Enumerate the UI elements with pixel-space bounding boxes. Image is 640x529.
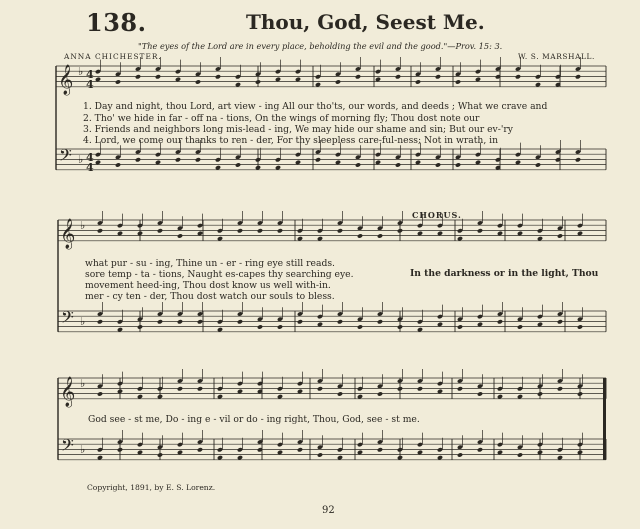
note-head [115, 79, 121, 84]
treble-clef-icon: 𝄞 [60, 377, 76, 407]
time-signature: 4 [86, 78, 94, 91]
bass-clef-icon: 𝄢 [61, 435, 74, 459]
note-head [277, 324, 283, 329]
note-head [335, 79, 341, 84]
note-head [435, 162, 441, 167]
note-head [377, 391, 383, 396]
note-head [535, 162, 541, 167]
note-head [477, 228, 483, 233]
bass-clef-icon: 𝄢 [59, 145, 72, 169]
time-signature: 4 [86, 161, 94, 174]
flat-icon: ♭ [80, 315, 86, 328]
flat-icon: ♭ [78, 153, 84, 166]
flat-icon: ♭ [80, 377, 86, 390]
note-head [397, 228, 403, 233]
note-head [477, 447, 483, 452]
treble-clef-icon: 𝄞 [58, 65, 74, 95]
note-head [97, 228, 103, 233]
note-head [157, 228, 163, 233]
note-head [457, 324, 463, 329]
note-head [577, 324, 583, 329]
note-head [357, 233, 363, 238]
note-head [577, 391, 583, 396]
note-head [337, 391, 343, 396]
note-head [137, 324, 143, 329]
hymn-title: Thou, God, Seest Me. [246, 10, 485, 34]
lyricist-credit: ANNA CHICHESTER. [64, 52, 162, 61]
chorus-lyric-1: In the darkness or in the light, Thou [410, 268, 599, 279]
note-head [575, 74, 581, 79]
note-head [157, 452, 163, 457]
note-head [515, 74, 521, 79]
note-head [397, 386, 403, 391]
final-barline [603, 378, 606, 460]
note-head [457, 452, 463, 457]
note-head [517, 452, 523, 457]
copyright-notice: Copyright, 1891, by E. S. Lorenz. [87, 483, 216, 492]
note-head [177, 386, 183, 391]
verse-4-line-2: mer - cy ten - der, Thou dost watch our souls to bless. [85, 291, 335, 302]
hymn-number: 138. [86, 8, 147, 37]
note-head [117, 447, 123, 452]
note-head [377, 447, 383, 452]
note-head [395, 162, 401, 167]
note-head [195, 79, 201, 84]
note-head [297, 447, 303, 452]
note-head [237, 319, 243, 324]
note-head [177, 319, 183, 324]
note-head [337, 228, 343, 233]
note-head [157, 319, 163, 324]
verse-2-line-1: 2. Tho' we hide in far - off na - tions, On the wings of morning fly; Thou dost note our [83, 113, 480, 124]
note-head [457, 386, 463, 391]
note-head [277, 228, 283, 233]
note-head [435, 74, 441, 79]
chorus-lyric-2: God see - st me, Do - ing e - vil or do - ing right, Thou, God, see - st me. [88, 414, 420, 425]
note-head [215, 74, 221, 79]
note-head [97, 391, 103, 396]
note-head [557, 386, 563, 391]
note-head [395, 74, 401, 79]
note-head [195, 157, 201, 162]
time-signature: 4 [86, 68, 94, 81]
note-head [197, 386, 203, 391]
note-head [477, 391, 483, 396]
flat-icon: ♭ [78, 65, 84, 78]
note-head [355, 74, 361, 79]
note-head [197, 447, 203, 452]
note-head [415, 79, 421, 84]
note-head [315, 157, 321, 162]
note-head [575, 157, 581, 162]
verse-1-line-1: 1. Day and night, thou Lord, art view - ing All our tho'ts, our words, and deeds ; What we crave and [83, 101, 548, 112]
note-head [115, 162, 121, 167]
note-head [235, 162, 241, 167]
note-head [557, 319, 563, 324]
flat-icon: ♭ [80, 219, 86, 232]
note-head [397, 324, 403, 329]
note-head [517, 324, 523, 329]
bass-clef-icon: 𝄢 [61, 307, 74, 331]
note-head [357, 324, 363, 329]
composer-credit: W. S. MARSHALL. [518, 52, 595, 61]
note-head [377, 319, 383, 324]
note-head [97, 319, 103, 324]
note-head [237, 228, 243, 233]
note-head [537, 391, 543, 396]
note-head [455, 162, 461, 167]
note-head [257, 324, 263, 329]
note-head [317, 386, 323, 391]
note-head [135, 157, 141, 162]
note-head [455, 79, 461, 84]
verse-3-line-2: movement heed-ing, Thou dost know us well with-in. [85, 280, 331, 291]
note-head [297, 319, 303, 324]
bass-staff [58, 439, 606, 460]
note-head [337, 319, 343, 324]
scripture-epigraph: "The eyes of the Lord are in every place, beholding the evil and the good."—Prov. 15: 3. [138, 41, 503, 51]
time-signature: 4 [86, 151, 94, 164]
treble-clef-icon: 𝄞 [60, 219, 76, 249]
note-head [557, 233, 563, 238]
verse-2-line-2: sore temp - ta - tions, Naught es-capes thy searching eye. [85, 269, 354, 280]
note-head [175, 157, 181, 162]
note-head [135, 74, 141, 79]
note-head [155, 74, 161, 79]
note-head [417, 386, 423, 391]
note-head [377, 233, 383, 238]
note-head [317, 452, 323, 457]
verse-4-line-1: 4. Lord, we come our thanks to ren - der, For thy sleepless care-ful-ness; Not in wrath, in [83, 135, 499, 146]
flat-icon: ♭ [80, 443, 86, 456]
note-head [355, 162, 361, 167]
note-head [255, 79, 261, 84]
verse-1-line-2: what pur - su - ing, Thine un - er - ring eye still reads. [85, 258, 335, 269]
page-number: 92 [322, 505, 335, 516]
note-head [257, 228, 263, 233]
note-head [197, 319, 203, 324]
note-head [177, 233, 183, 238]
verse-3-line-1: 3. Friends and neighbors long mis-lead - ing, We may hide our shame and sin; But our ev-'ry [83, 124, 513, 135]
note-head [497, 319, 503, 324]
chorus-label: CHORUS. [412, 210, 462, 220]
